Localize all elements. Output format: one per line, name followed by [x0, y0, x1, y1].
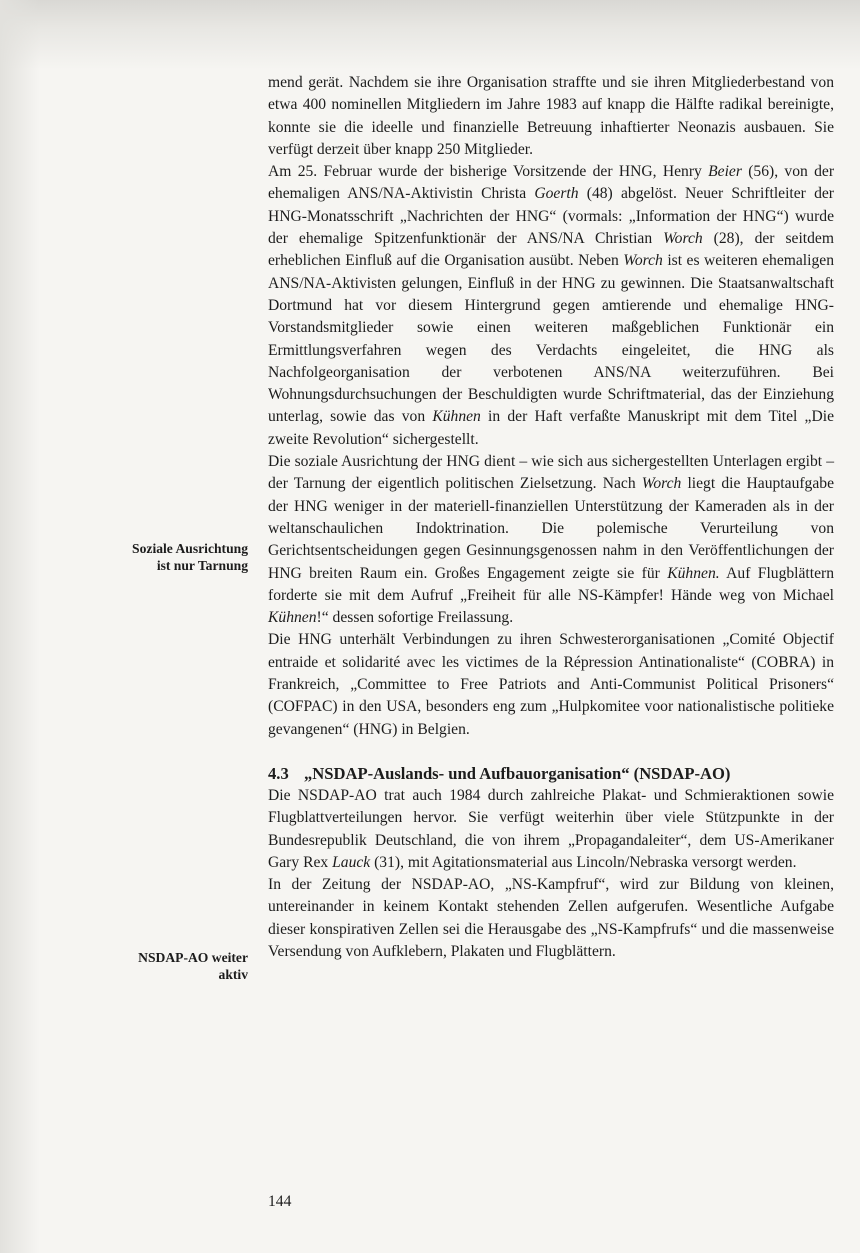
text-run: liegt die Hauptaufgabe der HNG weniger in der materiell-finanziellen Unterstützung der Kameraden als in der weltanschaulichen Indoktrination. Die polemische Verurteilung von Gerichtsentscheidungen gegen Gesinnungsgenossen nahm in den Veröffentlichungen der HNG breiten Raum ein. Großes Engagement zeigte sie für — [268, 475, 834, 582]
paragraph-nsdap-activity — [268, 785, 834, 874]
text-run: (56), von der ehemaligen ANS/NA-Aktivistin Christa — [268, 163, 835, 203]
text-run: in der Haft verfaßte Manuskript mit dem Titel „Die zweite Revolution“ sichergestellt. — [268, 408, 834, 448]
person-name: Worch — [663, 230, 703, 248]
margin-note-social — [20, 540, 248, 574]
text-run: Die NSDAP-AO trat auch 1984 durch zahlreiche Plakat- und Schmieraktionen sowie Flugblattverteilungen hervor. Sie verfügt weiterhin über viele Stützpunkte in der Bundesrepublik Deutschland, die von ihrem „Propagandaleiter“, dem US-Amerikaner Gary Rex — [268, 786, 834, 871]
paragraph-hng-leadership — [268, 161, 834, 451]
person-name: Worch — [623, 252, 663, 270]
person-name: Worch — [641, 475, 682, 493]
person-name: Goerth — [534, 185, 579, 203]
text-run: (48) abgelöst. Neuer Schriftleiter der HNG-Monatsschrift „Nachrichten der HNG“ (vormals: „Information der HNG“) wurde der ehemalige Spitzenfunktionär der ANS/NA Christian — [268, 185, 834, 248]
paragraph-social-orientation — [268, 451, 834, 629]
text-run: (31), mit Agitationsmaterial aus Lincoln/Nebraska versorgt werden. — [370, 853, 797, 871]
paragraph-hng-members: mend gerät. Nachdem sie ihre Organisation straffte und sie ihren Mitgliederbestand von etwa 400 nominellen Mitgliedern im Jahre 1983 auf knapp die Hälfte radikal bereinigte, konnte sie die ideelle und finanzielle Betreuung inhaftierter Neonazis ausbauen. Sie verfügt derzeit über knapp 250 Mitglieder. — [268, 74, 834, 158]
text-run: (28), der seitdem erheblichen Einfluß auf die Organisation ausübt. Neben — [268, 230, 834, 270]
text-run: Am 25. Februar wurde der bisherige Vorsitzende der HNG, Henry — [268, 163, 709, 181]
margin-note-line: ist nur Tarnung — [156, 558, 248, 573]
scan-shadow-left — [0, 0, 40, 1253]
text-run: Auf Flugblättern forderte sie mit dem Aufruf „Freiheit für alle NS-Kämpfer! Hände weg von Michael — [268, 564, 834, 604]
person-name: Kühnen. — [667, 564, 720, 582]
text-run: !“ dessen sofortige Freilassung. — [316, 609, 514, 627]
margin-note-line: Soziale Ausrichtung — [132, 541, 248, 556]
margin-note-line: NSDAP-AO weiter — [138, 950, 248, 965]
person-name: Beier — [708, 163, 742, 181]
section-heading — [268, 763, 834, 785]
paragraph-sister-organisations: Die HNG unterhält Verbindungen zu ihren Schwesterorganisationen „Comité Objectif entraide et solidarité avec les victimes de la Répression Antinationaliste“ (COBRA) in Frankreich, „Committee to Free Patriots and Anti-Communist Political Prisoners“ (COFPAC) in den USA, besonders eng zum „Hulpkomitee voor nationalistische politieke gevangenen“ (HNG) in Belgien. — [268, 631, 834, 738]
person-name: Kühnen — [432, 408, 481, 426]
section-title: „NSDAP-Auslands- und Aufbauorganisation“ (NSDAP-AO) — [304, 763, 731, 783]
margin-note-line: aktiv — [218, 967, 248, 982]
margin-note-nsdap — [20, 949, 248, 983]
paragraph-ns-kampfruf: In der Zeitung der NSDAP-AO, „NS-Kampfruf“, wird zur Bildung von kleinen, untereinander in keinem Kontakt stehenden Zellen aufgerufen. Wesentliche Aufgabe dieser konspirativen Zellen sei die Herausgabe des „NS-Kampfrufs“ und die massenweise Versendung von Aufklebern, Plakaten und Flugblättern. — [268, 876, 834, 960]
main-text-column — [268, 72, 834, 963]
section-number: 4.3 — [268, 763, 289, 783]
scan-shadow-top — [0, 0, 860, 70]
person-name: Lauck — [332, 853, 371, 871]
page-number: 144 — [268, 1193, 292, 1210]
text-run: Die soziale Ausrichtung der HNG dient – wie sich aus sichergestellten Unterlagen ergibt – der Tarnung der eigentlich politischen Zielsetzung. Nach — [268, 453, 834, 493]
person-name: Kühnen — [268, 609, 317, 627]
text-run: ist es weiteren ehemaligen ANS/NA-Aktivisten gelungen, Einfluß in der HNG zu gewinnen. Die Staatsanwaltschaft Dortmund hat vor diesem Hintergrund gegen amtierende und ehemalige HNG-Vorstandsmitglieder sowie einen weiteren maßgeblichen Funktionär ein Ermittlungsverfahren wegen des Verdachts eingeleitet, die HNG als Nachfolgeorganisation der verbotenen ANS/NA weiterzuführen. Bei Wohnungsdurchsuchungen der Beschuldigten wurde Schriftmaterial, das der Einziehung unterlag, sowie das von — [268, 252, 834, 426]
